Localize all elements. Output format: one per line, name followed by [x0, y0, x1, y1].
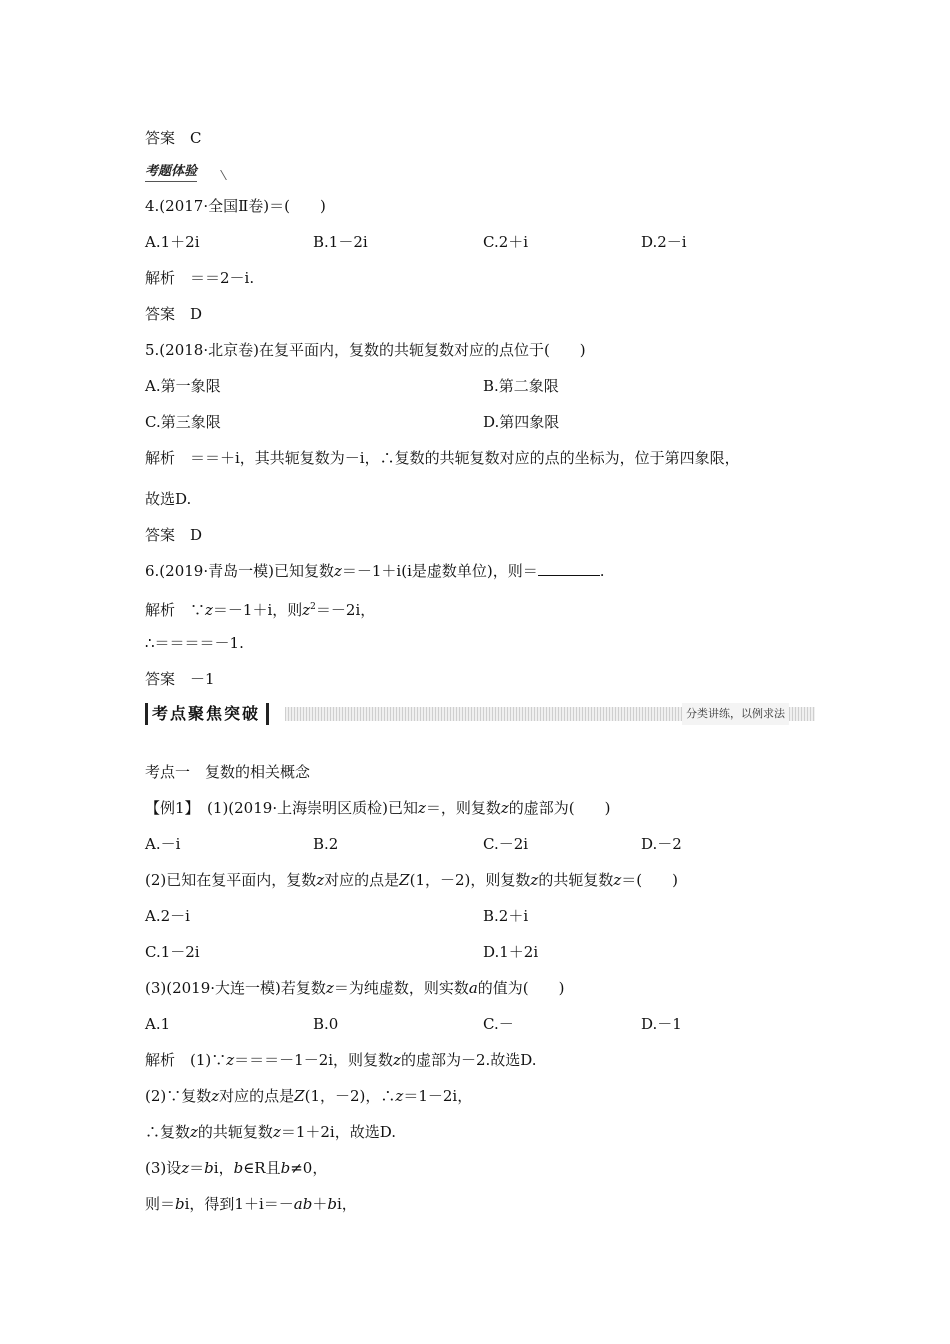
q4-stem: 4.(2017·全国Ⅱ卷)＝( )	[145, 197, 326, 215]
q6-analysis-line2: ∴＝＝＝＝－1.	[145, 634, 244, 652]
section-tag-decoration	[210, 170, 227, 180]
q4-answer: 答案 D	[145, 305, 203, 323]
ex1-part1-option-b: B.2	[313, 835, 339, 853]
ex1-solution-3: ∴复数z的共轭复数z＝1＋2i，故选D.	[145, 1123, 396, 1141]
ex1-part3-option-c: C.－	[483, 1015, 514, 1033]
q4-option-a: A.1＋2i	[145, 233, 200, 251]
q5-option-d: D.第四象限	[483, 413, 560, 431]
ex1-part3: (3)(2019·大连一模)若复数z＝为纯虚数，则实数a的值为( )	[145, 979, 565, 997]
topic-heading: 考点一 复数的相关概念	[145, 763, 311, 781]
top-answer: 答案 C	[145, 129, 202, 147]
ex1-part1-option-a: A.－i	[145, 835, 181, 853]
q5-option-c: C.第三象限	[145, 413, 221, 431]
section-banner	[145, 703, 815, 725]
ex1-part2-option-b: B.2＋i	[483, 907, 529, 925]
q5-analysis-line2: 故选D.	[145, 490, 192, 508]
q6-stem: 6.(2019·青岛一模)已知复数z＝－1＋i(i是虚数单位)，则＝ .	[145, 562, 605, 580]
q4-option-d: D.2－i	[641, 233, 687, 251]
answer-blank	[538, 561, 600, 576]
ex1-part1-option-c: C.－2i	[483, 835, 529, 853]
section-tag: 考题体验	[145, 160, 197, 182]
q5-analysis-line1: 解析 ＝＝＋i，其共轭复数为－i，∴复数的共轭复数对应的点的坐标为，位于第四象限，	[145, 449, 740, 467]
q4-option-c: C.2＋i	[483, 233, 529, 251]
ex1-part1: 【例1】 (1)(2019·上海崇明区质检)已知z＝，则复数z的虚部为( )	[145, 799, 611, 817]
q4-option-b: B.1－2i	[313, 233, 368, 251]
ex1-part3-option-b: B.0	[313, 1015, 339, 1033]
ex1-solution-5: 则＝bi，得到1＋i＝－ab＋bi，	[145, 1195, 357, 1213]
q5-stem: 5.(2018·北京卷)在复平面内，复数的共轭复数对应的点位于( )	[145, 341, 586, 359]
ex1-part3-option-d: D.－1	[641, 1015, 682, 1033]
q5-answer: 答案 D	[145, 526, 203, 544]
q6-analysis-line1: 解析 ∵z＝－1＋i，则$z^2=-2i$，	[145, 601, 376, 619]
ex1-solution-2: (2)∵复数z对应的点是Z(1，－2)，∴z＝1－2i，	[145, 1087, 473, 1105]
ex1-solution-4: (3)设z＝bi，b∈R且b≠0，	[145, 1159, 328, 1177]
q5-option-a: A.第一象限	[145, 377, 221, 395]
ex1-part2: (2)已知在复平面内，复数z对应的点是Z(1，－2)，则复数z的共轭复数z＝( )	[145, 871, 678, 889]
banner-title: 考点聚焦突破	[145, 703, 269, 725]
q6-answer: 答案 －1	[145, 670, 215, 688]
ex1-part2-option-a: A.2－i	[145, 907, 190, 925]
q5-option-b: B.第二象限	[483, 377, 559, 395]
ex1-part2-option-d: D.1＋2i	[483, 943, 539, 961]
ex1-part3-option-a: A.1	[145, 1015, 171, 1033]
ex1-solution-1: 解析 (1)∵z＝＝＝－1－2i，则复数z的虚部为－2.故选D.	[145, 1051, 537, 1069]
ex1-part1-option-d: D.－2	[641, 835, 682, 853]
banner-subtitle: 分类讲练，以例求法	[682, 703, 789, 725]
q4-analysis: 解析 ＝＝2－i.	[145, 269, 255, 287]
ex1-part2-option-c: C.1－2i	[145, 943, 200, 961]
